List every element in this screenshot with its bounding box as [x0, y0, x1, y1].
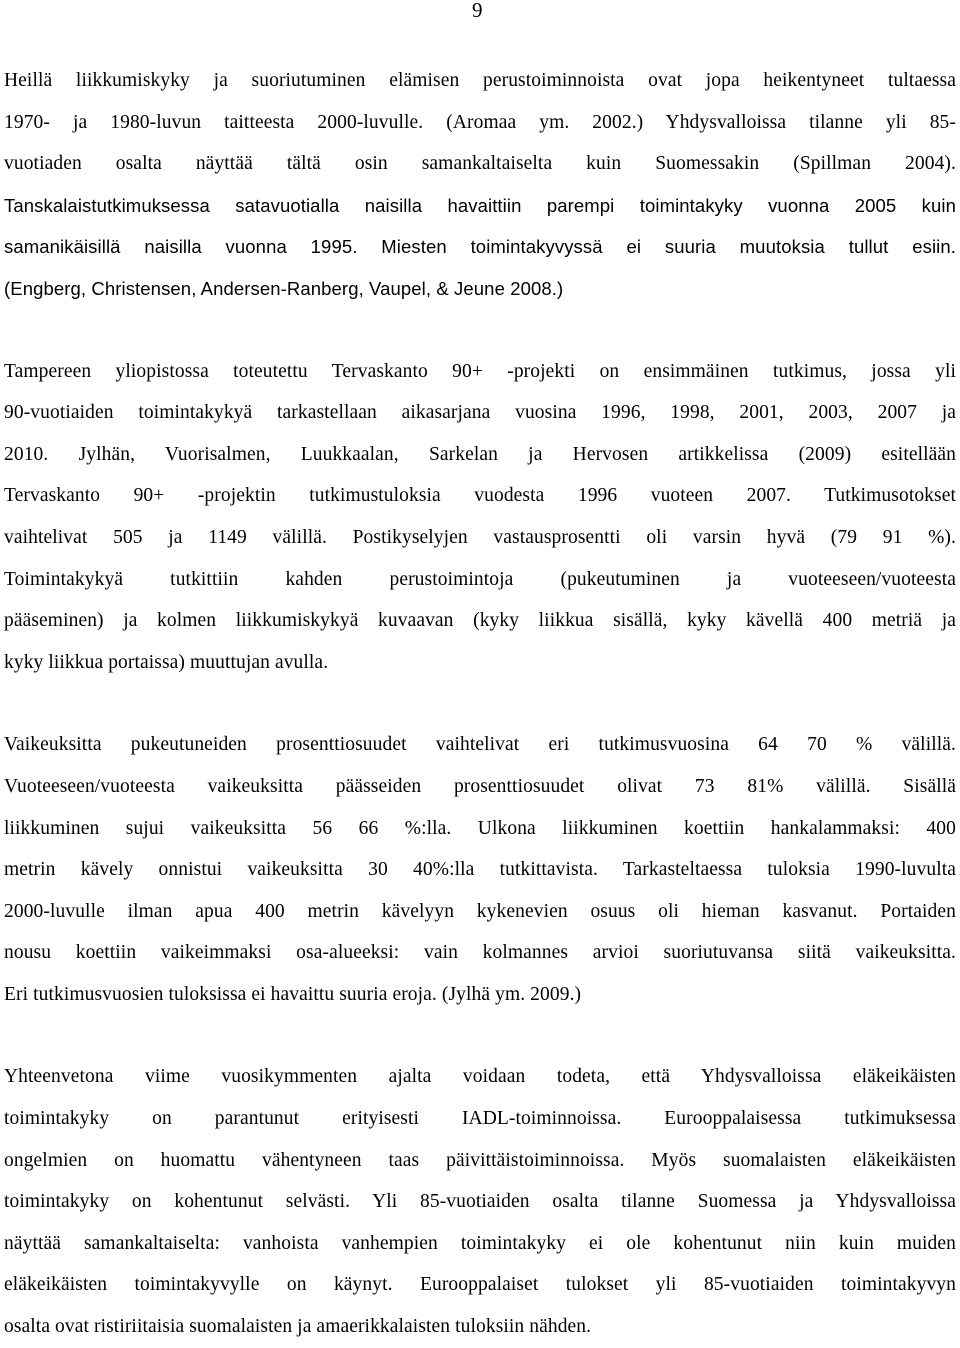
text-line: näyttää samankaltaiselta: vanhoista vanhempien toimintakyky ei ole kohentunut niin kuin muiden — [4, 1232, 956, 1254]
text-line: 1970- ja 1980-luvun taitteesta 2000-luvulle. (Aromaa ym. 2002.) Yhdysvalloissa tilanne yli 85- — [4, 111, 956, 133]
paragraph-2 — [4, 351, 956, 684]
text-line: Eri tutkimusvuosien tuloksissa ei havaittu suuria eroja. (Jylhä ym. 2009.) — [4, 983, 582, 1005]
document-body — [4, 60, 956, 1348]
text-line: Vuoteeseen/vuoteesta vaikeuksitta päässeiden prosenttiosuudet olivat 73 81% välillä. Sisällä — [4, 775, 956, 797]
paragraph-4 — [4, 1056, 956, 1347]
text-line: vuotiaden osalta näyttää tältä osin samankaltaiselta kuin Suomessakin (Spillman 2004). — [4, 153, 956, 175]
paragraph-3 — [4, 724, 956, 1015]
text-line: Vaikeuksitta pukeutuneiden prosenttiosuudet vaihtelivat eri tutkimusvuosina 64 70 % välillä. — [4, 734, 956, 756]
page-number: 9 — [472, 0, 483, 22]
text-line: vaihtelivat 505 ja 1149 välillä. Postikyselyjen vastausprosentti oli varsin hyvä (79 91 %). — [4, 526, 956, 548]
text-line: liikkuminen sujui vaikeuksitta 56 66 %:lla. Ulkona liikkuminen koettiin hankalammaksi: 400 — [4, 817, 956, 839]
text-line: nousu koettiin vaikeimmaksi osa-alueeksi: vain kolmannes arvioi suoriutuvansa siitä vaikeuksitta. — [4, 942, 956, 964]
text-line: 90-vuotiaiden toimintakykyä tarkastellaan aikasarjana vuosina 1996, 1998, 2001, 2003, 2007 ja — [4, 402, 956, 424]
text-line: osalta ovat ristiriitaisia suomalaisten ja amaerikkalaisten tuloksiin nähden. — [4, 1316, 592, 1338]
text-line: pääseminen) ja kolmen liikkumiskykyä kuvaavan (kyky liikkua sisällä, kyky kävellä 400 metriä ja — [4, 610, 956, 632]
text-line: Yhteenvetona viime vuosikymmenten ajalta voidaan todeta, että Yhdysvalloissa eläkeikäisten — [4, 1066, 956, 1088]
text-line: Tampereen yliopistossa toteutettu Tervaskanto 90+ -projekti on ensimmäinen tutkimus, jossa yli — [4, 360, 956, 382]
text-line: toimintakyky on parantunut erityisesti IADL-toiminnoissa. Eurooppalaisessa tutkimuksessa — [4, 1108, 956, 1130]
text-line: samanikäisillä naisilla vuonna 1995. Miesten toimintakyvyssä ei suuria muutoksia tullut esiin. — [4, 236, 956, 258]
text-line: 2010. Jylhän, Vuorisalmen, Luukkaalan, Sarkelan ja Hervosen artikkelissa (2009) esitellään — [4, 443, 956, 465]
text-line: Tanskalaistutkimuksessa satavuotialla naisilla havaittiin parempi toimintakyky vuonna 2005 kuin — [4, 194, 956, 216]
text-line: metrin kävely onnistui vaikeuksitta 30 40%:lla tutkittavista. Tarkasteltaessa tuloksia 1990-luvulta — [4, 859, 956, 881]
paragraph-1 — [4, 60, 956, 310]
text-line: toimintakyky on kohentunut selvästi. Yli 85-vuotiaiden osalta tilanne Suomessa ja Yhdysvalloissa — [4, 1191, 956, 1213]
text-line: Heillä liikkumiskyky ja suoriutuminen elämisen perustoiminnoista ovat jopa heikentyneet tultaessa — [4, 70, 956, 91]
text-line: 2000-luvulle ilman apua 400 metrin kävelyyn kykenevien osuus oli hieman kasvanut. Portaiden — [4, 900, 956, 922]
text-line: (Engberg, Christensen, Andersen-Ranberg, Vaupel, & Jeune 2008.) — [4, 277, 564, 299]
text-line: Tervaskanto 90+ -projektin tutkimustuloksia vuodesta 1996 vuoteen 2007. Tutkimusotokset — [4, 485, 956, 507]
text-line: ongelmien on huomattu vähentyneen taas päivittäistoiminnoissa. Myös suomalaisten eläkeikäisten — [4, 1149, 956, 1171]
text-line: Toimintakykyä tutkittiin kahden perustoimintoja (pukeutuminen ja vuoteeseen/vuoteesta — [4, 568, 956, 590]
text-line: kyky liikkua portaissa) muuttujan avulla. — [4, 651, 329, 673]
text-line: eläkeikäisten toimintakyvylle on käynyt. Eurooppalaiset tulokset yli 85-vuotiaiden toimintakyvyn — [4, 1274, 956, 1296]
